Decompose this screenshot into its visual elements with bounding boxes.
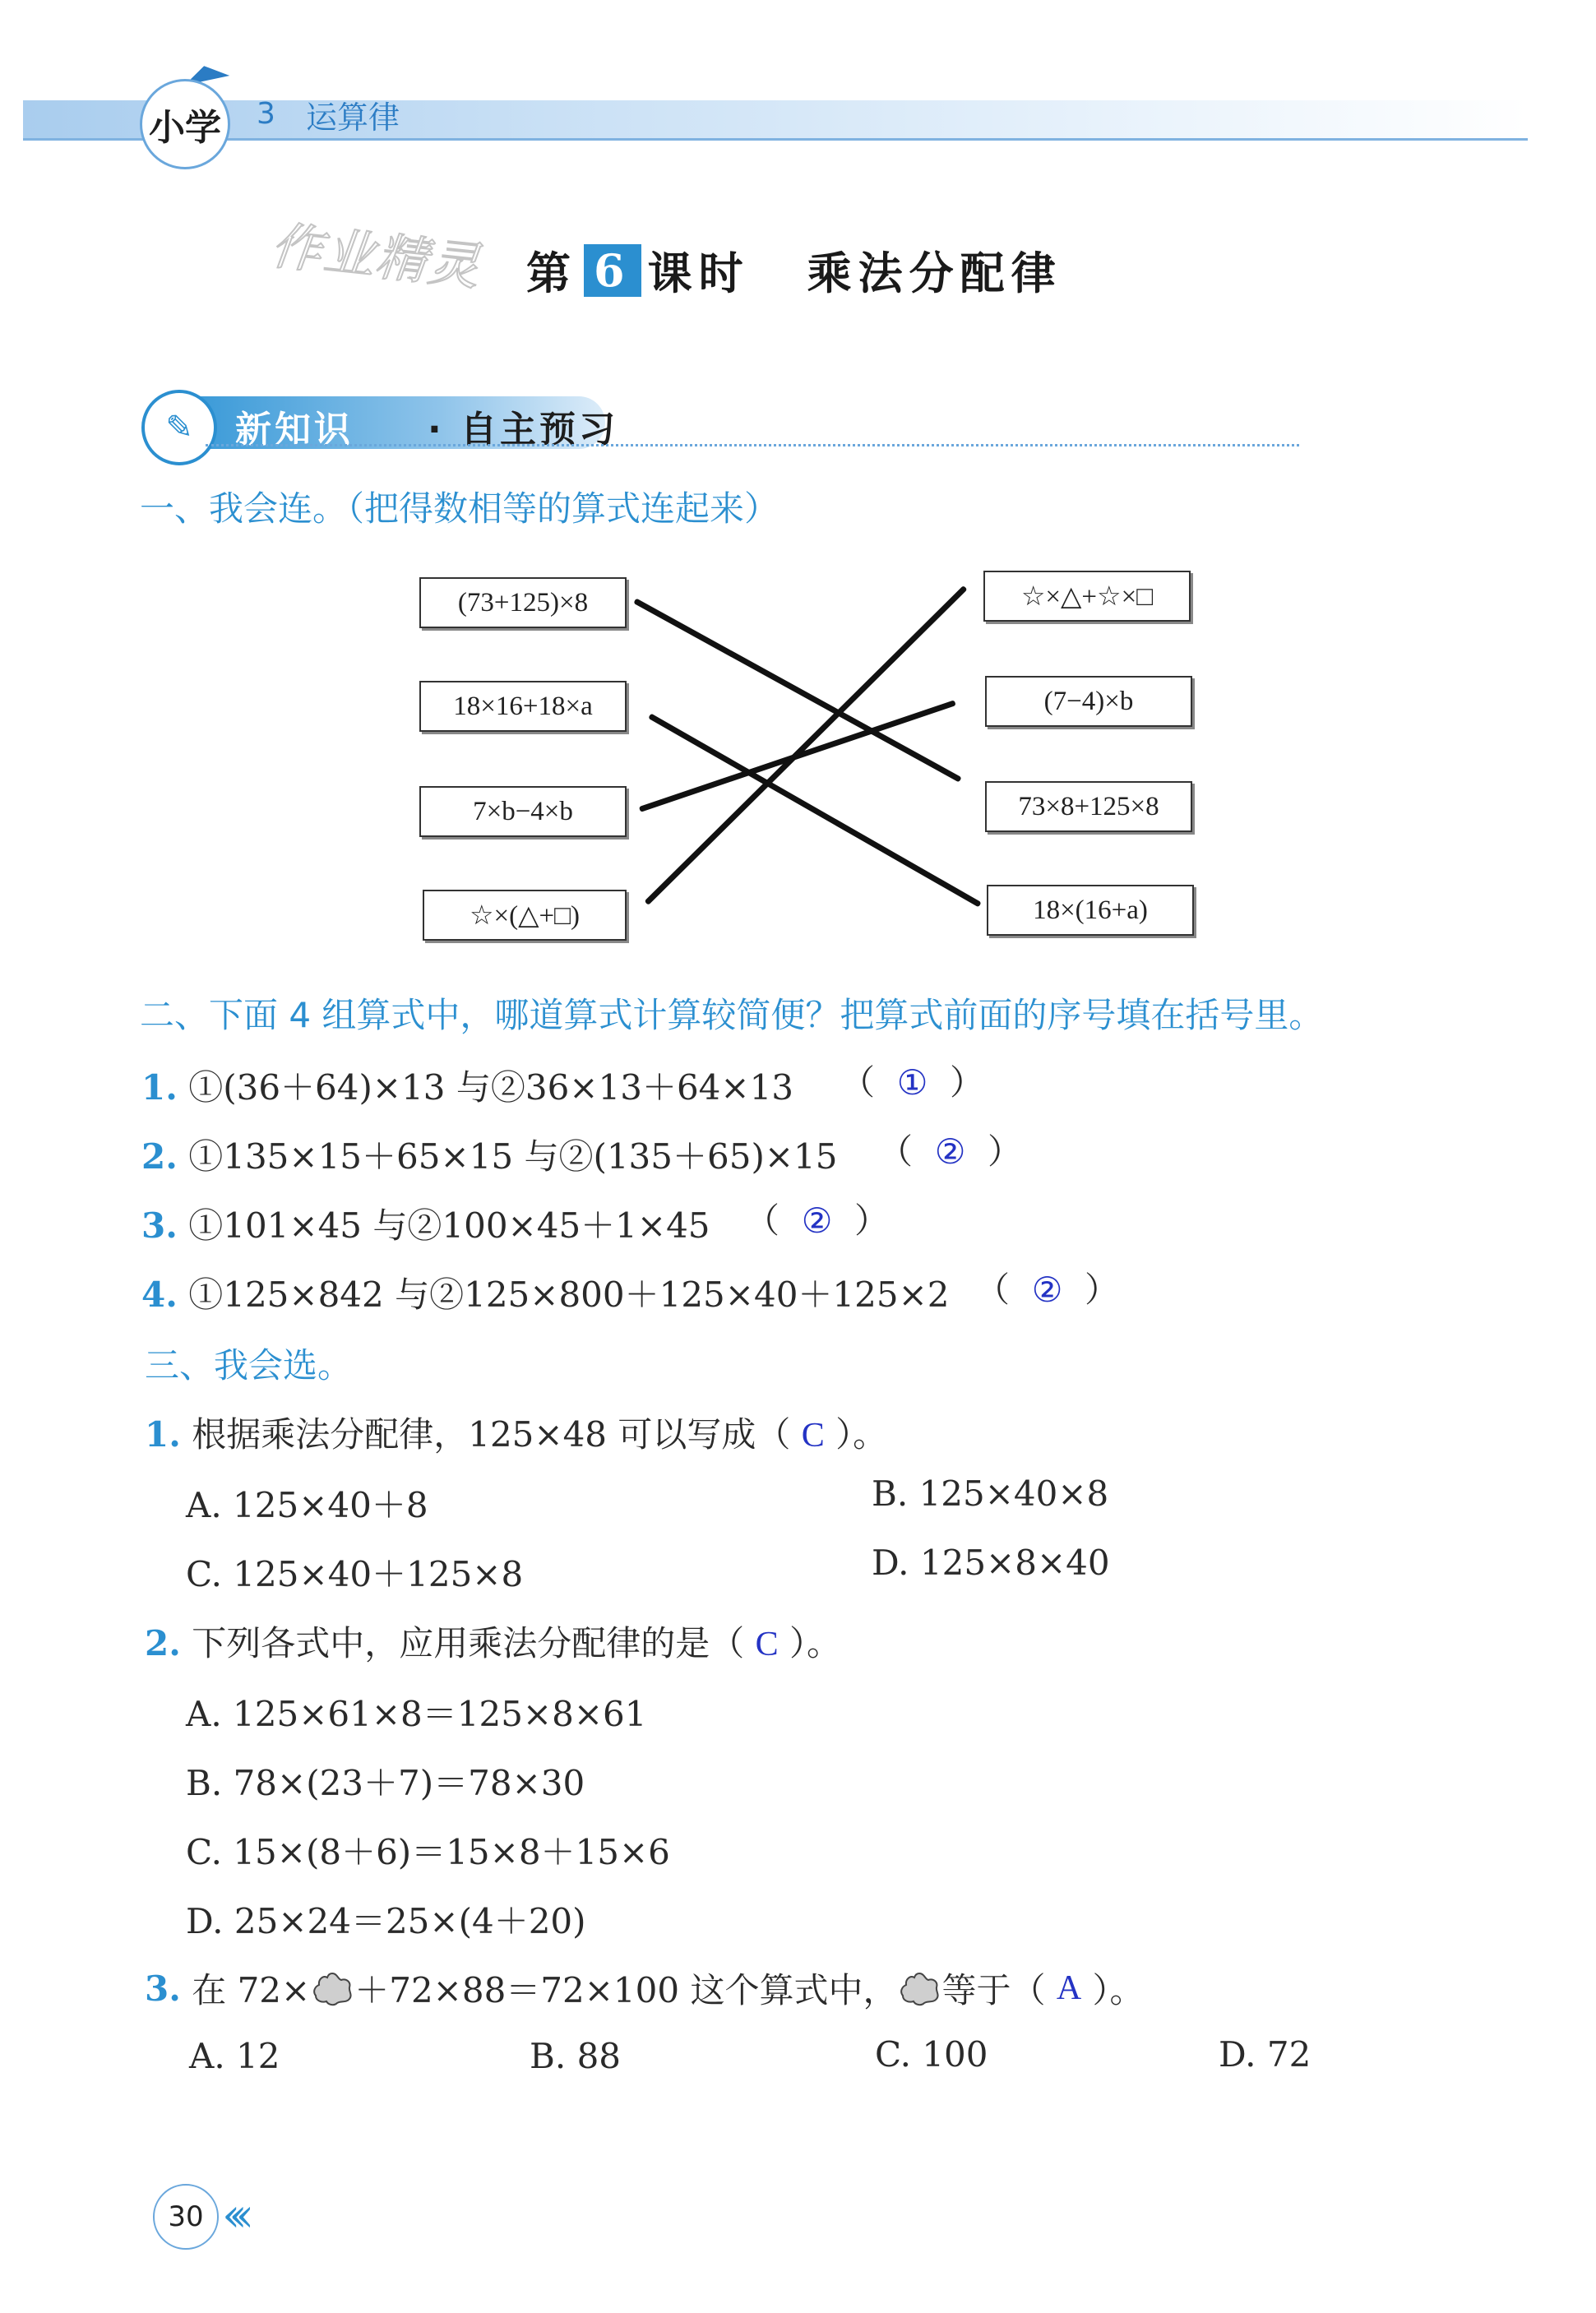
- q2-item-3: 3. ①101×45 与②100×45＋1×45: [141, 1205, 710, 1246]
- match-line-2: [648, 713, 981, 907]
- arrow-decoration-icon: ‹‹‹: [222, 2189, 243, 2242]
- q2-answer-4: （ ② ）: [975, 1270, 1120, 1310]
- chapter-title: 运算律: [306, 99, 400, 136]
- pencil-note-icon: ✎: [141, 390, 217, 465]
- q2-item-1: 1. ①(36＋64)×13 与②36×13＋64×13: [141, 1067, 794, 1108]
- q3-2-option-c: C. 15×(8＋6)＝15×8＋15×6: [186, 1832, 670, 1872]
- q3-3-option-b: B. 88: [530, 2036, 622, 2076]
- lesson-number: 6: [584, 244, 641, 297]
- q3-answer-2: C: [755, 1626, 779, 1663]
- section-divider: [206, 444, 1299, 446]
- left-expr-3: 7×b−4×b: [419, 786, 627, 837]
- header-band: [23, 100, 1528, 141]
- q3-item-1: 1. 根据乘法分配律，125×48 可以写成（ C ）。: [145, 1414, 888, 1455]
- q2-answer-2: （ ② ）: [878, 1131, 1023, 1172]
- right-expr-1: ☆×△+☆×□: [983, 571, 1191, 622]
- lesson-name: 乘法分配律: [807, 247, 1062, 299]
- left-expr-4: ☆×(△+□): [423, 890, 627, 941]
- q3-1-option-c: C. 125×40＋125×8: [186, 1554, 524, 1594]
- q2-heading: 二、下面 4 组算式中，哪道算式计算较简便？把算式前面的序号填在括号里。: [140, 995, 1324, 1035]
- lesson-prefix: 第: [526, 247, 577, 299]
- q2-answer-3: （ ② ）: [745, 1200, 890, 1241]
- watermark-logo: 作业精灵: [268, 215, 484, 298]
- section-subtitle: · 自主预习: [428, 409, 619, 451]
- q3-2-option-d: D. 25×24＝25×(4＋20): [186, 1901, 586, 1941]
- q3-1-option-b: B. 125×40×8: [872, 1473, 1109, 1514]
- q3-1-option-a: A. 125×40＋8: [186, 1485, 428, 1525]
- q2-item-2: 2. ①135×15＋65×15 与②(135＋65)×15: [141, 1136, 838, 1177]
- lesson-title: [526, 238, 1062, 302]
- q3-item-3: 3. 在 72× ＋72×88＝72×100 这个算式中， 等于（ A ）。: [145, 1968, 1145, 2010]
- q3-item-2: 2. 下列各式中，应用乘法分配律的是（ C ）。: [145, 1623, 841, 1663]
- q3-answer-3: A: [1056, 1969, 1082, 2007]
- page-number: 30: [153, 2184, 219, 2250]
- q3-2-option-b: B. 78×(23＋7)＝78×30: [186, 1763, 585, 1803]
- q2-answer-1: （ ① ）: [840, 1062, 985, 1103]
- flower-blank-icon: [310, 1970, 354, 2006]
- q3-3-option-a: A. 12: [189, 2036, 280, 2076]
- chapter-number: 3: [257, 97, 275, 131]
- right-expr-3: 73×8+125×8: [985, 781, 1192, 832]
- left-expr-1: (73+125)×8: [419, 577, 627, 628]
- lesson-suffix: 课时: [647, 247, 750, 299]
- q3-3-option-c: C. 100: [875, 2034, 988, 2075]
- q3-heading: 三、我会选。: [145, 1345, 353, 1385]
- q2-item-4: 4. ①125×842 与②125×800＋125×40＋125×2: [141, 1274, 950, 1315]
- right-expr-4: 18×(16+a): [987, 885, 1194, 936]
- q3-3-option-d: D. 72: [1219, 2034, 1311, 2075]
- grade-badge: 小学: [140, 79, 230, 169]
- right-expr-2: (7−4)×b: [985, 676, 1192, 727]
- flower-blank-icon: [897, 1970, 941, 2006]
- left-expr-2: 18×16+18×a: [419, 681, 627, 732]
- q3-2-option-a: A. 125×61×8＝125×8×61: [186, 1694, 647, 1734]
- q3-1-option-d: D. 125×8×40: [872, 1543, 1110, 1583]
- q1-heading: 一、我会连。（把得数相等的算式连起来）: [140, 488, 779, 529]
- section-title: 新知识: [235, 409, 354, 451]
- q3-answer-1: C: [801, 1417, 825, 1455]
